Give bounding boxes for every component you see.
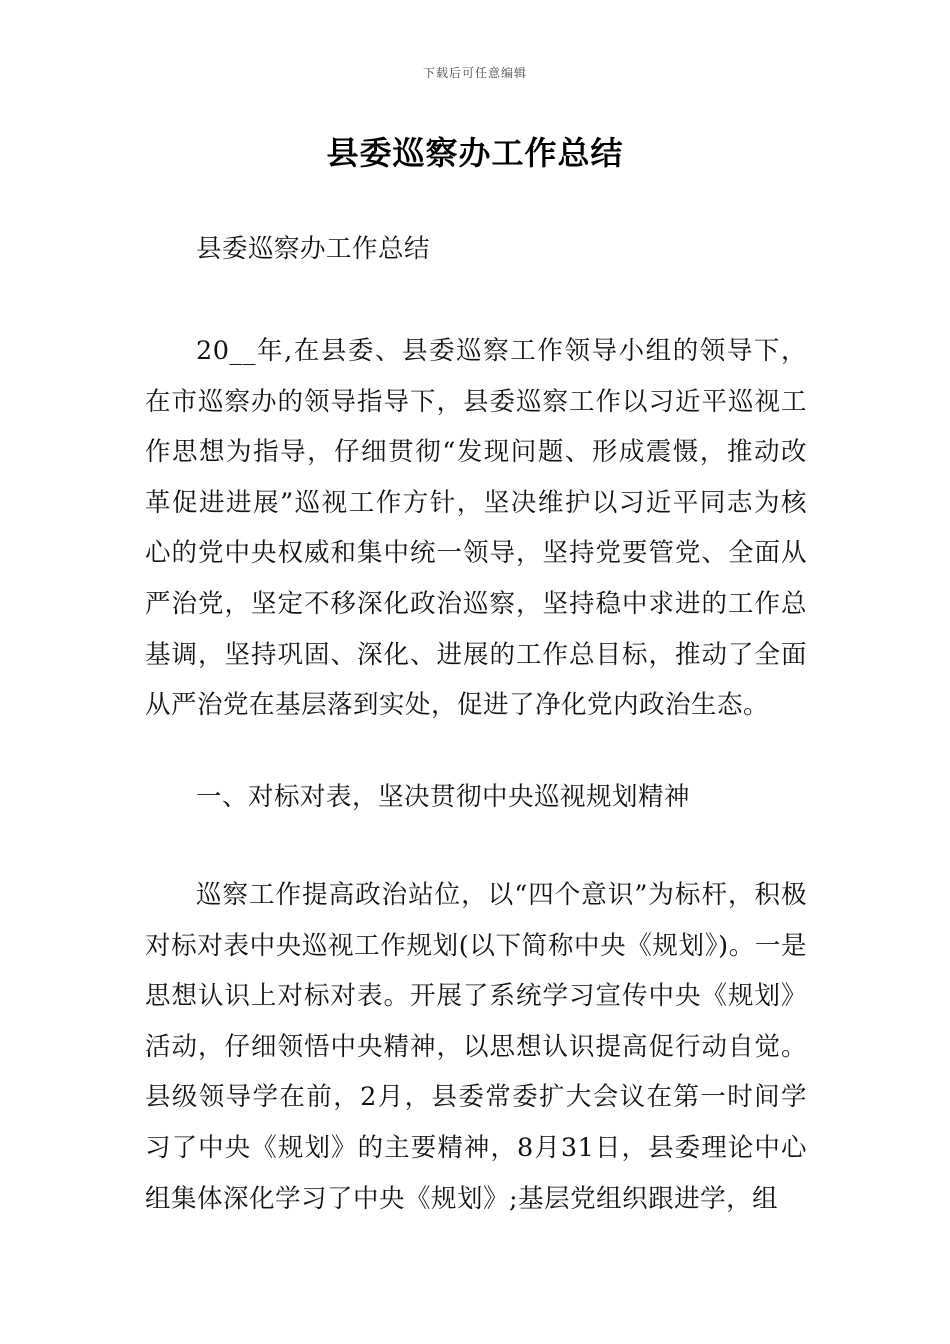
document-subtitle: 县委巡察办工作总结 [196, 234, 431, 264]
header-note: 下载后可任意编辑 [422, 66, 527, 80]
paragraph-section-1: 巡察工作提高政治站位，以“四个意识”为标杆，积极对标对表中央巡视工作规划(以下简称中央《规划》)。一是思想认识上对标对表。开展了系统学习宣传中央《规划》活动，仔细领悟中央精神，以思想认识提高促行动自觉。县级领导学在前，2月，县委常委扩大会议在第一时间学习了中央《规划》的主要精神，8月31日，县委理论中心组集体深化学习了中央《规划》;基层党组织跟进学，组 [145, 880, 807, 1214]
page-title: 县委巡察办工作总结 [326, 134, 624, 172]
paragraph-intro: 20__年,在县委、县委巡察工作领导小组的领导下，在市巡察办的领导指导下，县委巡察工作以习近平巡视工作思想为指导，仔细贯彻“发现问题、形成震慑，推动改革促进进展”巡视工作方针，坚决维护以习近平同志为核心的党中央权威和集中统一领导，坚持党要管党、全面从严治党，坚定不移深化政治巡察，坚持稳中求进的工作总基调，坚持巩固、深化、进展的工作总目标，推动了全面从严治党在基层落到实处，促进了净化党内政治生态。 [145, 336, 807, 721]
section-heading-1: 一、对标对表，坚决贯彻中央巡视规划精神 [196, 782, 691, 812]
